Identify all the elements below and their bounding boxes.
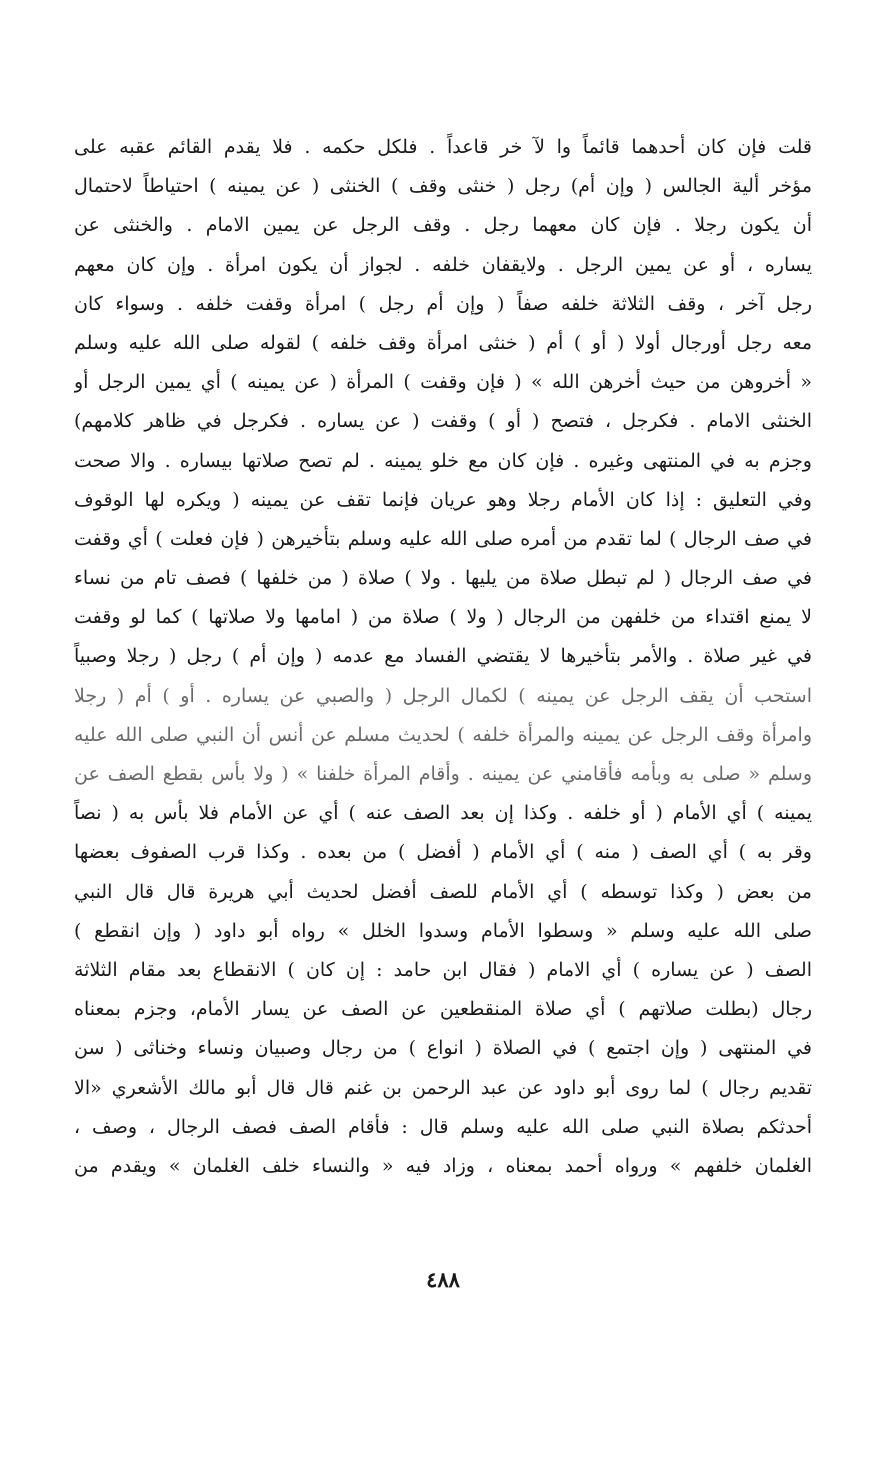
text-line-5: رجل آخر ، وقف الثلاثة خلفه صفاً ( وإن أم رجل ) امرأة وقفت خلفه . وسواء كان: [74, 292, 812, 315]
text-line-21: صلى الله عليه وسلم « وسطوا الأمام وسدوا الخلل » رواه أبو داود ( وإن انقطع ): [74, 919, 812, 942]
text-line-4: يساره ، أو عن يمين الرجل . ولايقفان خلفه . لجواز أن يكون امرأة . وإن كان معهم: [74, 253, 812, 276]
text-line-26: أحدثكم بصلاة النبي صلى الله عليه وسلم قال : فأقام الصف فصف الرجال ، وصف ،: [74, 1115, 812, 1138]
text-line-27: الغلمان خلفهم » ورواه أحمد بمعناه ، وزاد فيه « والنساء خلف الغلمان » ويقدم من: [74, 1154, 812, 1177]
text-line-22: الصف ( عن يساره ) أي الامام ( فقال ابن حامد : إن كان ) الانقطاع بعد مقام الثلاثة: [74, 958, 812, 981]
body-text: [74, 128, 812, 1186]
text-line-3: أن يكون رجلا . فإن كان معهما رجل . وقف الرجل عن يمين الامام . والخنثى عن: [74, 214, 812, 237]
text-line-17: وسلم « صلى به وبأمه فأقامني عن يمينه . وأقام المرأة خلفنا » ( ولا بأس بقطع الصف عن: [74, 763, 812, 785]
text-line-12: في صف الرجال ( لم تبطل صلاة من يليها . ولا ) صلاة ( من خلفها ) فصف تام من نساء: [74, 567, 812, 590]
text-line-11: في صف الرجال ) لما تقدم من أمره صلى الله عليه وسلم بتأخيرهن ( فإن فعلت ) أي وقفت: [74, 527, 812, 550]
text-line-1: قلت فإن كان أحدهما قائماً وا لآ خر قاعداً . فلكل حكمه . فلا يقدم القائم عقبه على: [74, 136, 812, 158]
text-line-13: لا يمنع اقتداء من خلفهن من الرجال ( ولا ) صلاة من ( امامها ولا صلاتها ) كما لو وقفت: [74, 606, 812, 629]
page-number: ٤٨٨: [426, 1267, 460, 1292]
text-line-20: من بعض ( وكذا توسطه ) أي الأمام للصف أفضل لحديث أبي هريرة قال قال النبي: [74, 880, 812, 903]
text-line-6: معه رجل أورجال أولا ( أو ) أم ( خنثى امرأة وقف خلفه ) لقوله صلى الله عليه وسلم: [74, 331, 812, 354]
text-line-10: وفي التعليق : إذا كان الأمام رجلا وهو عريان فإنما تقف عن يمينه ( ويكره لها الوقوف: [74, 488, 812, 511]
text-line-23: رجال (بطلت صلاتهم ) أي صلاة المنقطعين عن الصف عن يسار الأمام، وجزم بمعناه: [74, 998, 812, 1021]
text-line-24: في المنتهى ( وإن اجتمع ) في الصلاة ( انواع ) من رجال وصبيان ونساء وخناثى ( سن: [74, 1037, 812, 1060]
text-line-2: مؤخر ألية الجالس ( وإن أم) رجل ( خنثى وقف ) الخنثى ( عن يمينه ) احتياطاً لاحتمال: [74, 175, 812, 198]
text-line-9: وجزم به في المنتهى وغيره . فإن كان مع خلو يمينه . لم تصح صلاتها بيساره . والا صحت: [74, 449, 812, 472]
text-line-25: تقديم رجال ) لما روى أبو داود عن عبد الرحمن بن غنم قال قال أبو مالك الأشعري «الا: [74, 1076, 812, 1099]
text-line-8: الخنثى الامام . فكرجل ، فتصح ( أو ) وقفت ( عن يساره . فكرجل في ظاهر كلامهم): [74, 410, 812, 433]
text-line-15: استحب أن يقف الرجل عن يمينه ) لكمال الرجل ( والصبي عن يساره . أو ) أم ( رجلا: [74, 684, 812, 707]
text-line-16: وامرأة وقف الرجل عن يمينه والمرأة خلفه ) لحديث مسلم عن أنس أن النبي صلى الله عليه: [74, 723, 812, 746]
text-line-7: « أخروهن من حيث أخرهن الله » ( فإن وقفت ) المرأة ( عن يمينه ) أي يمين الرجل أو: [74, 371, 812, 394]
text-line-19: وقر به ) أي الصف ( منه ) أي الأمام ( أفضل ) من بعده . وكذا قرب الصفوف بعضها: [74, 841, 812, 864]
text-line-14: في غير صلاة . والأمر بتأخيرها لا يقتضي الفساد مع عدمه ( وإن أم ) رجل ( رجلا وصبياً: [74, 645, 812, 668]
text-line-18: يمينه ) أي الأمام ( أو خلفه . وكذا إن بعد الصف عنه ) أي عن الأمام فلا بأس به ( نصاً: [74, 802, 812, 825]
